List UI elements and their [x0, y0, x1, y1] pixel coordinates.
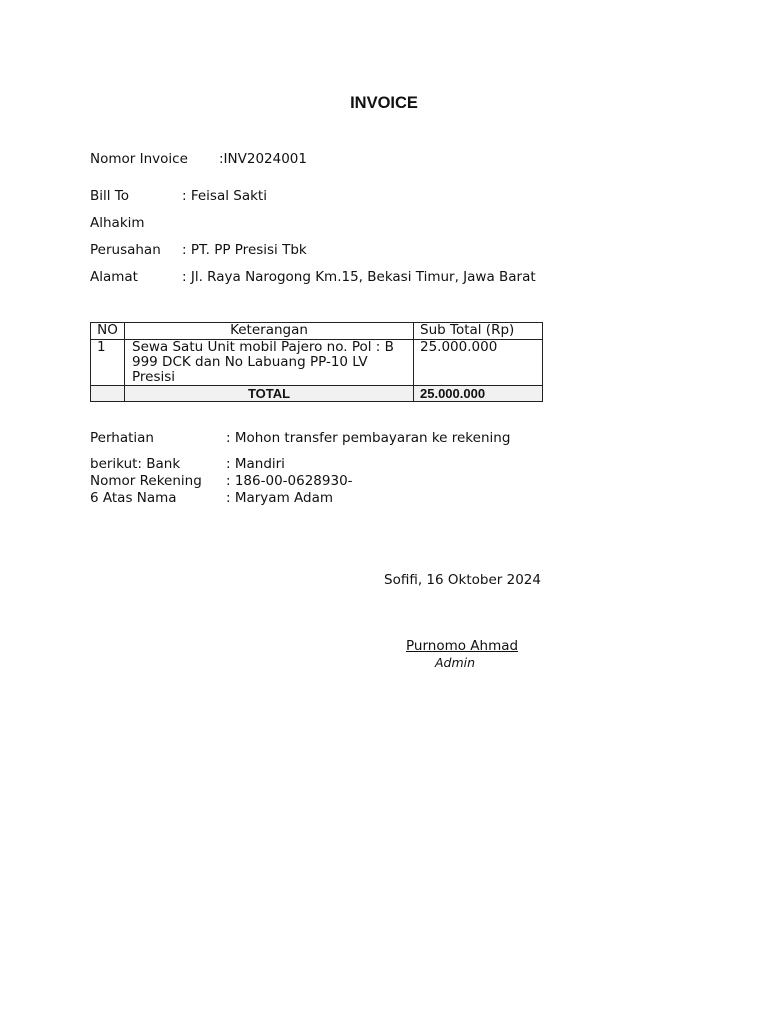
row-no: 1 [91, 340, 125, 386]
company-value: : PT. PP Presisi Tbk [182, 242, 307, 258]
account-value: : 186-00-0628930- [226, 473, 353, 489]
signatory-role: Admin [435, 655, 476, 670]
total-label: TOTAL [125, 386, 414, 402]
attention-value: : Mohon transfer pembayaran ke rekening [226, 430, 511, 446]
company-label: Perusahan [90, 242, 161, 258]
bank-label: berikut: Bank [90, 456, 181, 472]
total-value: 25.000.000 [414, 386, 543, 402]
row-description: Sewa Satu Unit mobil Pajero no. Pol : B 999 DCK dan No Labuang PP-10 LV Presisi [125, 340, 414, 386]
table-row [91, 340, 543, 386]
place-date: Sofifi, 16 Oktober 2024 [384, 572, 541, 588]
table-total-row [91, 386, 543, 402]
total-empty-cell [91, 386, 125, 402]
header-no: NO [91, 323, 125, 340]
address-value: : Jl. Raya Narogong Km.15, Bekasi Timur, Jawa Barat [182, 269, 536, 285]
row-subtotal: 25.000.000 [414, 340, 543, 386]
bill-to-continuation: Alhakim [90, 215, 145, 231]
invoice-items-table [90, 322, 543, 402]
address-label: Alamat [90, 269, 138, 285]
table-header-row [91, 323, 543, 340]
invoice-number-label: Nomor Invoice [90, 151, 188, 167]
bill-to-value: : Feisal Sakti [182, 188, 267, 204]
bank-value: : Mandiri [226, 456, 285, 472]
invoice-title: INVOICE [350, 94, 418, 112]
invoice-number-value: :INV2024001 [219, 151, 307, 167]
attention-label: Perhatian [90, 430, 154, 446]
bill-to-label: Bill To [90, 188, 130, 204]
holder-value: : Maryam Adam [226, 490, 334, 506]
signatory-name: Purnomo Ahmad [406, 638, 519, 654]
holder-label: 6 Atas Nama [90, 490, 177, 506]
header-subtotal: Sub Total (Rp) [414, 323, 543, 340]
header-description: Keterangan [125, 323, 414, 340]
account-label: Nomor Rekening [90, 473, 202, 489]
